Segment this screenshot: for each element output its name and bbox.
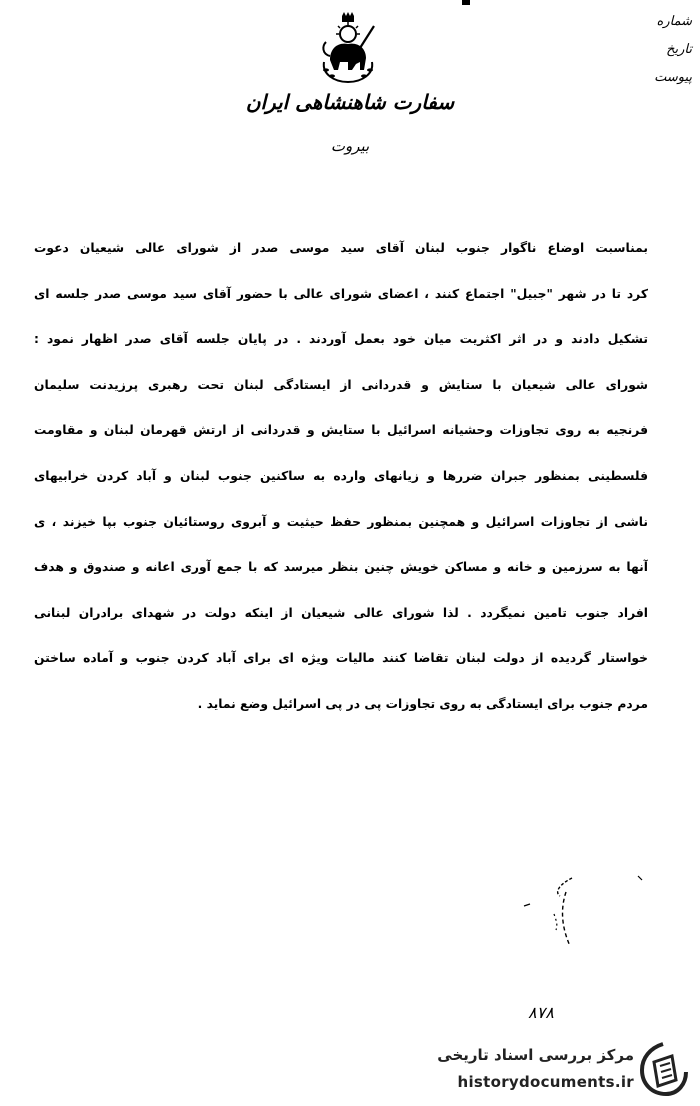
letter-line: بمناسبت اوضاع ناگوار جنوب لبنان آقای سید موسی صدر از شورای عالی شیعیان دعوت xyxy=(34,241,648,255)
lion-and-sun-emblem-icon xyxy=(316,12,380,84)
watermark-url: historydocuments.ir xyxy=(457,1073,634,1091)
margin-fields xyxy=(652,8,692,92)
archive-logo-icon xyxy=(638,1042,688,1096)
letter-line: افراد جنوب تامین نمیگردد . لذا شورای عالی شیعیان از اینکه دولت در شهدای برادران لبنانی xyxy=(34,605,648,620)
letter-line: فرنجیه به روی تجاوزات وحشیانه اسرائیل با ستایش و قدردانی از ارتش قهرمان لبنان و مقاومت xyxy=(34,423,648,438)
archive-watermark xyxy=(414,1038,692,1100)
reference-number: ۸۷۸ xyxy=(528,1003,554,1022)
letter-line: کرد تا در شهر "جبیل" اجتماع کنند ، اعضای شورای عالی با حضور آقای سید موسی صدر جلسه ای xyxy=(34,286,648,301)
letter-line: مردم جنوب برای ایستادگی به روی تجاوزات پی در پی اسرائیل وضع نماید . xyxy=(197,696,648,711)
letter-line: تشکیل دادند و در اثر اکثریت میان خود بعمل آوردند . در پایان جلسه آقای صدر اظهار نمود : xyxy=(34,332,648,347)
date-field-label: تاریخ xyxy=(666,42,692,57)
attachment-field-label: پیوست xyxy=(654,70,692,85)
embassy-title: سفارت شاهنشاهی ایران xyxy=(245,90,455,114)
letter-line: فلسطینی بمنظور جبران ضررها و زیانهای وارده به ساکنین جنوب لبنان و آباد کردن خرابیهای xyxy=(34,468,648,483)
scan-mark xyxy=(462,0,470,5)
number-field-label: شماره xyxy=(656,14,692,29)
city-name: بیروت xyxy=(330,137,370,155)
letter-line: خواستار گردیده از دولت لبنان تقاضا کنند مالیات ویژه ای برای آباد کردن جنوب و آماده ساختن xyxy=(34,651,648,666)
watermark-name: مرکز بررسی اسناد تاریخی xyxy=(437,1046,634,1064)
letter-body xyxy=(34,226,648,728)
letter-line: ناشی از تجاوزات اسرائیل و همچنین بمنظور حفظ حیثیت و آبروی روستائیان جنوب بپا خیزند ، ی xyxy=(34,514,648,529)
letter-line: شورای عالی شیعیان با ستایش و قدردانی از ایستادگی لبنان تحت رهبری پرزیدنت سلیمان xyxy=(34,377,648,392)
handwritten-signature xyxy=(520,870,660,950)
letter-line: آنها به سرزمین و خانه و مساکن خویش چنین بنظر میرسد که با جمع آوری اعانه و صندوق و هدف xyxy=(34,560,648,575)
